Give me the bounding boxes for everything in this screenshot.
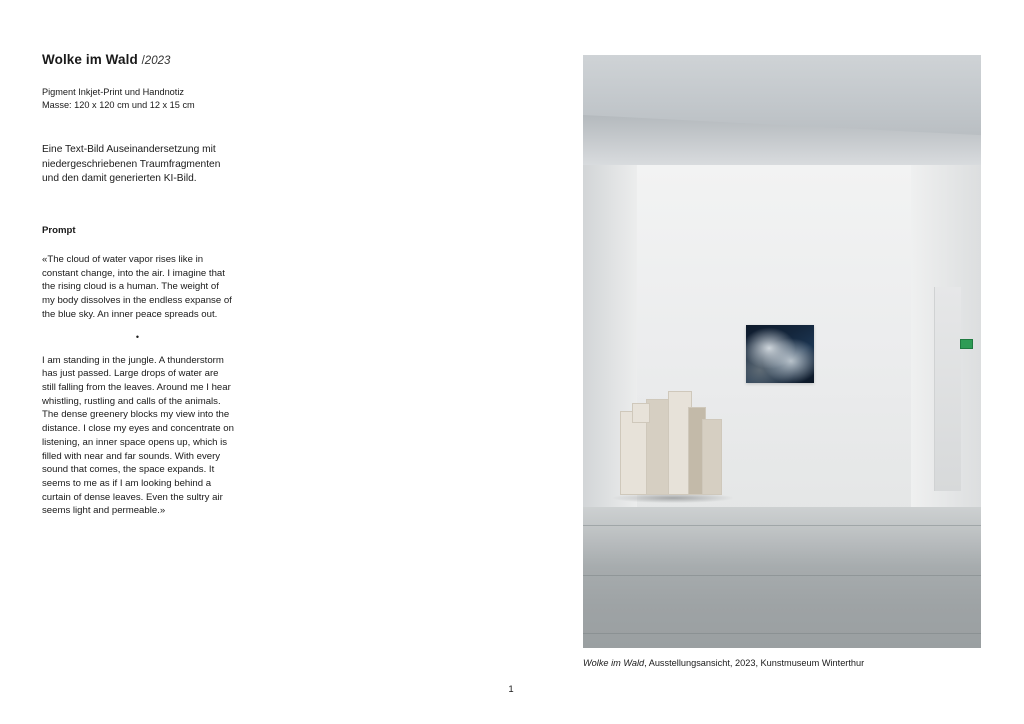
installation-view-photograph bbox=[583, 55, 981, 648]
floor-seam bbox=[583, 525, 981, 526]
sculpture-block bbox=[702, 419, 722, 495]
metadata-dimensions: Masse: 120 x 120 cm und 12 x 15 cm bbox=[42, 100, 195, 111]
exit-sign-icon bbox=[960, 339, 973, 349]
artwork-cloud-print bbox=[746, 325, 814, 383]
page-title bbox=[42, 52, 242, 69]
doorway bbox=[934, 287, 961, 491]
sculpture-group bbox=[618, 385, 728, 500]
page-number bbox=[0, 684, 1024, 695]
artwork-metadata bbox=[42, 86, 242, 113]
caption-title: Wolke im Wald bbox=[583, 658, 645, 668]
title-separator: / bbox=[141, 55, 145, 67]
figure-block bbox=[583, 55, 981, 670]
floor-seam bbox=[583, 575, 981, 576]
figure-caption bbox=[583, 658, 981, 670]
page-number-value: 1 bbox=[508, 684, 514, 695]
sculpture-block bbox=[632, 403, 650, 423]
title-main: Wolke im Wald bbox=[42, 52, 138, 67]
floor-reflection bbox=[583, 507, 981, 567]
floor-seam bbox=[583, 633, 981, 634]
caption-details: , Ausstellungsansicht, 2023, Kunstmuseum Winterthur bbox=[644, 658, 865, 668]
title-year-value: 2023 bbox=[144, 55, 171, 67]
title-year bbox=[142, 55, 171, 67]
text-column bbox=[42, 52, 242, 518]
prompt-heading: Prompt bbox=[42, 224, 76, 236]
intro-paragraph: Eine Text-Bild Auseinandersetzung mit niedergeschriebenen Traumfragmenten und den damit generierten KI-Bild. bbox=[42, 144, 221, 185]
paragraph-separator: • bbox=[135, 331, 141, 342]
prompt-paragraph-2: I am standing in the jungle. A thunderstorm has just passed. Large drops of water are still falling from the leaves. Around me I hear whistling, rustling and calls of the animals. The dense greenery blocks my view into the distance. I close my eyes and concentrate on listening, an inner space opens up, which is filled with near and far sounds. With every sound that comes, the space expands. It seems to me as if I am looking behind a curtain of dense leaves. Even the sultry air seems light and permeable.» bbox=[42, 354, 234, 517]
metadata-medium: Pigment Inkjet-Print und Handnotiz bbox=[42, 86, 184, 97]
prompt-paragraph-1: «The cloud of water vapor rises like in constant change, into the air. I imagine that the rising cloud is a human. The weight of my body dissolves in the endless expanse of the blue sky. An inner peace spreads out. bbox=[42, 253, 232, 320]
